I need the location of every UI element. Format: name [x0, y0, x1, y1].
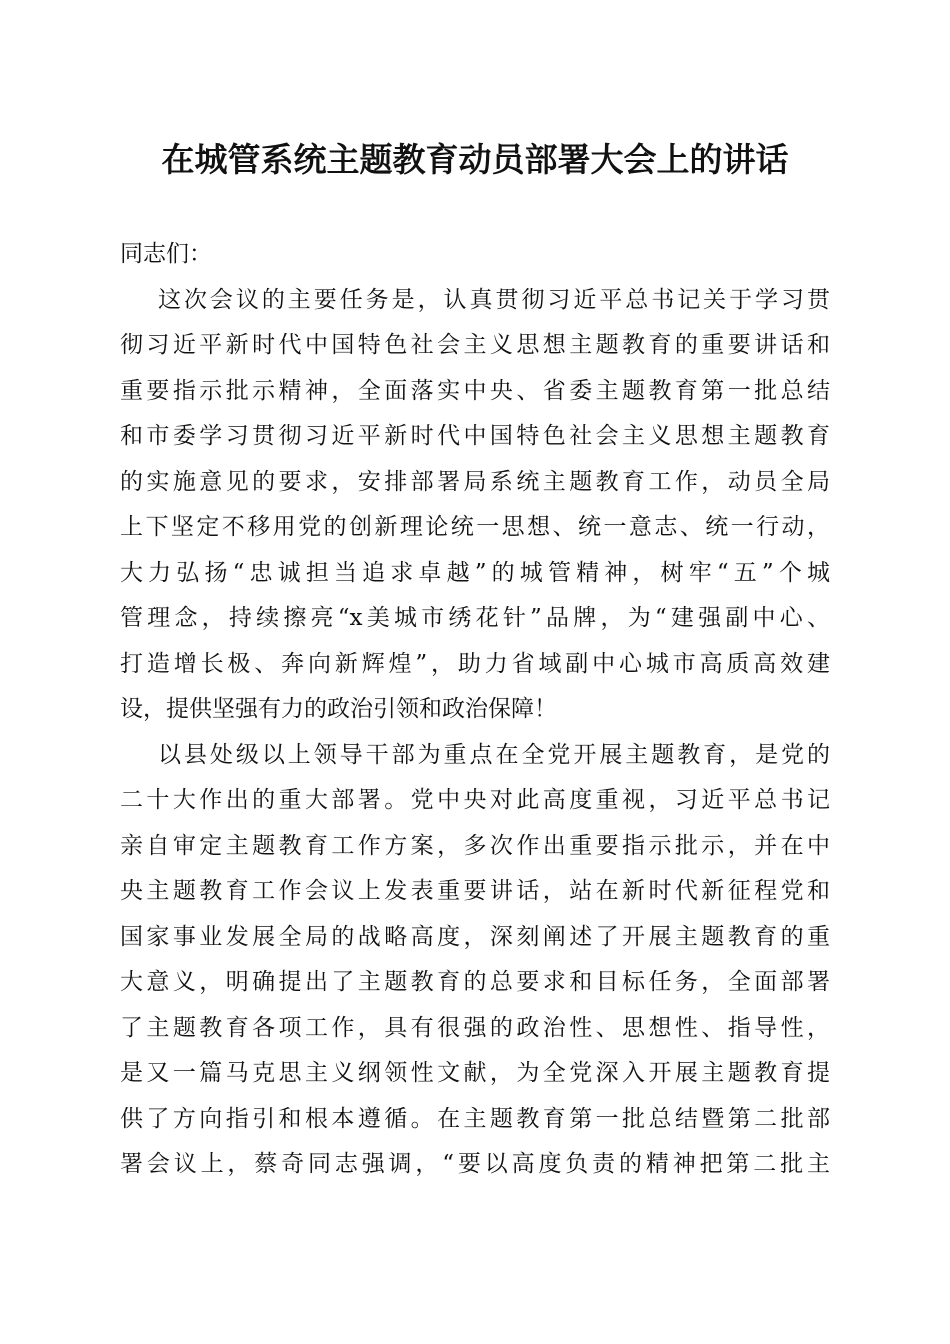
paragraph-line: 二十大作出的重大部署。党中央对此高度重视，习近平总书记 [120, 787, 830, 813]
paragraph-line: 了主题教育各项工作，具有很强的政治性、思想性、指导性， [120, 1014, 830, 1041]
paragraph-line: 打造增长极、奔向新辉煌”，助力省域副中心城市高质高效建 [120, 650, 830, 677]
paragraph-2 [120, 733, 830, 1188]
paragraph-line: 重要指示批示精神，全面落实中央、省委主题教育第一批总结 [120, 377, 830, 404]
paragraph-line: 国家事业发展全局的战略高度，深刻阐述了开展主题教育的重 [120, 923, 830, 950]
document-body [120, 232, 830, 1188]
paragraph-line: 这次会议的主要任务是，认真贯彻习近平总书记关于学习贯 [158, 286, 830, 313]
paragraph-line: 以县处级以上领导干部为重点在全党开展主题教育，是党的 [158, 741, 830, 768]
paragraph-line: 署会议上，蔡奇同志强调，“要以高度负责的精神把第二批主 [120, 1151, 830, 1177]
paragraph-line: 大力弘扬“忠诚担当追求卓越”的城管精神，树牢“五”个城 [120, 559, 830, 586]
page-title: 在城管系统主题教育动员部署大会上的讲话 [161, 140, 789, 179]
paragraph-line: 上下坚定不移用党的创新理论统一思想、统一意志、统一行动， [120, 514, 830, 540]
paragraph-line: 的实施意见的要求，安排部署局系统主题教育工作，动员全局 [120, 468, 830, 495]
paragraph-line: 供了方向指引和根本遵循。在主题教育第一批总结暨第二批部 [120, 1105, 830, 1132]
paragraph-line: 管理念，持续擦亮“x美城市绣花针”品牌，为“建强副中心、 [120, 605, 830, 631]
paragraph-line: 彻习近平新时代中国特色社会主义思想主题教育的重要讲话和 [120, 332, 830, 358]
paragraph-line: 央主题教育工作会议上发表重要讲话，站在新时代新征程党和 [120, 878, 830, 904]
paragraph-line: 和市委学习贯彻习近平新时代中国特色社会主义思想主题教育 [120, 423, 830, 449]
salutation: 同志们： [120, 241, 212, 267]
paragraph-line: 大意义，明确提出了主题教育的总要求和目标任务，全面部署 [120, 969, 830, 995]
paragraph-line: 是又一篇马克思主义纲领性文献，为全党深入开展主题教育提 [120, 1060, 830, 1086]
paragraph-1 [120, 278, 830, 733]
paragraph-line: 设，提供坚强有力的政治引领和政治保障！ [120, 696, 557, 722]
paragraph-line: 亲自审定主题教育工作方案，多次作出重要指示批示，并在中 [120, 832, 830, 859]
